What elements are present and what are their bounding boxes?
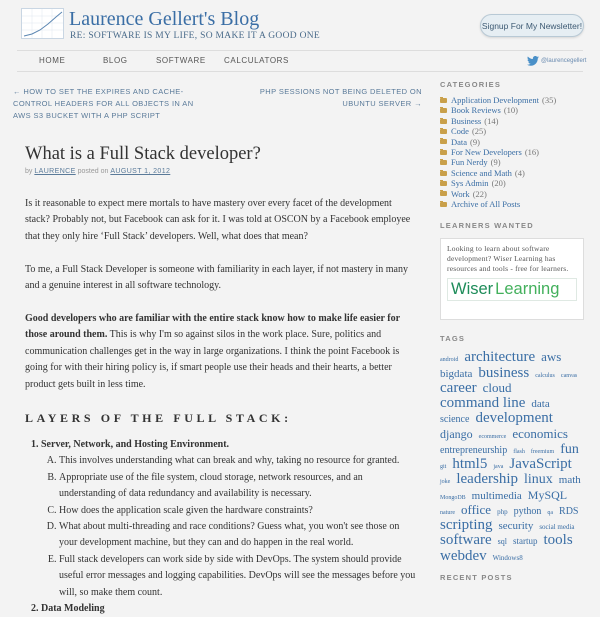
tag-link[interactable]: startup	[513, 536, 538, 547]
folder-icon	[440, 160, 447, 165]
category-count: (16)	[524, 147, 539, 158]
tag-link[interactable]: nature	[440, 509, 455, 516]
tag-link[interactable]: JavaScript	[509, 456, 572, 473]
tag-link[interactable]: multimedia	[471, 489, 522, 502]
recent-posts-heading: RECENT POSTS	[440, 572, 513, 582]
tag-link[interactable]: Windows8	[492, 553, 523, 562]
tag-link[interactable]: business	[478, 364, 530, 381]
category-item[interactable]	[440, 126, 590, 136]
category-count: (9)	[470, 136, 480, 147]
category-count: (20)	[491, 178, 506, 189]
tag-link[interactable]: security	[498, 520, 534, 533]
layer-title-data-modeling: Data Modeling	[41, 603, 105, 615]
post-content	[25, 196, 418, 617]
ad-text: Looking to learn about software development? Wiser Learning has resources and tools - free for learners.	[447, 244, 569, 274]
list-item	[41, 601, 418, 617]
paragraph-intro: Is it reasonable to expect mere mortals to have mastery over every facet of the development stack? Probably not, but Facebook can ask for it. I was told at OSCON by a Facebook employee that they only hire ‘Full Stack’ developers. Well, what does that mean?	[25, 198, 411, 242]
tag-link[interactable]: bigdata	[440, 367, 473, 380]
tag-link[interactable]: leadership	[456, 471, 518, 488]
tag-link[interactable]: linux	[523, 472, 553, 488]
tag-cloud	[440, 349, 586, 562]
tags-heading: TAGS	[440, 334, 466, 344]
tag-link[interactable]: git	[440, 464, 447, 471]
category-item[interactable]	[440, 105, 590, 115]
tag-link[interactable]: canvas	[560, 372, 578, 379]
server-sublist	[41, 453, 418, 601]
tag-link[interactable]: economics	[512, 425, 568, 441]
tag-link[interactable]: MySQL	[527, 487, 568, 502]
category-item[interactable]	[440, 137, 590, 147]
tag-link[interactable]: science	[440, 414, 470, 426]
folder-icon	[440, 139, 447, 144]
tag-link[interactable]: social media	[539, 523, 575, 532]
meta-posted-on: posted on	[77, 168, 109, 175]
wiser-learning-logo[interactable]	[447, 278, 577, 301]
tag-link[interactable]: html5	[452, 456, 488, 473]
tag-link[interactable]: architecture	[464, 349, 536, 366]
site-logo[interactable]	[21, 8, 64, 39]
tag-link[interactable]: java	[493, 464, 504, 471]
post-title[interactable]: What is a Full Stack developer?	[25, 144, 261, 164]
nav-calculators[interactable]: CALCULATORS	[224, 56, 289, 65]
logo-word-wiser: Wiser	[451, 280, 494, 299]
list-item	[41, 437, 418, 601]
folder-icon	[440, 119, 447, 124]
tag-link[interactable]: math	[558, 474, 581, 487]
site-title[interactable]: Laurence Gellert's Blog	[69, 8, 260, 30]
list-item: A. This involves understanding what can break and why, taking no resource for granted.	[59, 453, 418, 469]
category-item[interactable]	[440, 168, 590, 178]
twitter-handle: @laurencegellert	[541, 58, 587, 64]
category-item[interactable]	[440, 116, 590, 126]
category-item[interactable]	[440, 95, 590, 105]
tag-link[interactable]: software	[440, 532, 492, 549]
folder-icon	[440, 202, 447, 207]
list-item: D. What about multi-threading and race conditions? Guess what, you won't see those on your development machine, but they can and do happen in the real world.	[59, 519, 418, 552]
categories-heading: CATEGORIES	[440, 80, 502, 89]
tag-link[interactable]: ecommerce	[478, 433, 507, 440]
tag-link[interactable]: qa	[547, 509, 554, 516]
tag-link[interactable]: flash	[513, 448, 525, 455]
category-count: (9)	[490, 157, 501, 168]
newsletter-signup-button[interactable]: Signup For My Newsletter!	[480, 14, 584, 37]
category-count: (35)	[542, 95, 557, 105]
list-item: C. How does the application scale given the hardware constraints?	[59, 503, 418, 519]
category-item[interactable]	[440, 199, 590, 209]
tag-link[interactable]: aws	[541, 349, 562, 365]
folder-icon	[440, 181, 447, 186]
category-list	[440, 95, 590, 209]
folder-icon	[440, 171, 447, 176]
tag-link[interactable]: php	[497, 507, 508, 516]
category-item[interactable]	[440, 189, 590, 199]
category-name[interactable]: Work	[451, 188, 470, 199]
paragraph-emphasis: Good developers who are familiar with the entire stack know how to make life easier for those around them.	[25, 313, 400, 341]
folder-icon	[440, 98, 447, 103]
category-name[interactable]: Book Reviews	[451, 105, 501, 116]
category-count: (4)	[514, 167, 525, 178]
tag-link[interactable]: scripting	[440, 517, 493, 534]
tag-link[interactable]: webdev	[440, 547, 487, 564]
next-post-link[interactable]: PHP SESSIONS NOT BEING DELETED ON UBUNTU SERVER →	[259, 87, 422, 108]
logo-word-learning: Learning	[495, 280, 560, 299]
category-item[interactable]	[440, 157, 590, 167]
meta-by: by	[25, 168, 33, 175]
category-name[interactable]: Archive of All Posts	[451, 199, 521, 210]
twitter-bird-icon	[527, 56, 539, 66]
chart-logo-icon	[22, 9, 63, 38]
folder-icon	[440, 129, 447, 134]
category-name[interactable]: Code	[451, 126, 469, 137]
layer-title-server: Server, Network, and Hosting Environment.	[41, 438, 230, 450]
category-item[interactable]	[440, 178, 590, 188]
tag-link[interactable]: data	[531, 398, 550, 411]
site-description: RE: SOFTWARE IS MY LIFE, SO MAKE IT A GOOD ONE	[70, 31, 320, 41]
wiser-learning-ad[interactable]	[440, 238, 584, 320]
folder-icon	[440, 150, 447, 155]
sidebar	[440, 80, 590, 588]
tag-link[interactable]: tools	[543, 532, 573, 549]
folder-icon	[440, 108, 447, 113]
tag-link[interactable]: office	[461, 501, 492, 517]
previous-post-link[interactable]: ← HOW TO SET THE EXPIRES AND CACHE-CONTROL HEADERS FOR ALL OBJECTS IN AN AWS S3 BUCKET WITH A PHP SCRIPT	[13, 87, 194, 120]
tag-link[interactable]: python	[513, 505, 542, 517]
tag-link[interactable]: calculus	[535, 372, 555, 379]
tag-link[interactable]: RDS	[559, 505, 579, 517]
tag-link[interactable]: joke	[440, 479, 451, 486]
tag-link[interactable]: career	[440, 379, 477, 396]
tag-link[interactable]: django	[440, 426, 473, 441]
folder-icon	[440, 191, 447, 196]
category-count: (14)	[484, 115, 499, 126]
category-item[interactable]	[440, 147, 590, 157]
section-heading-layers: LAYERS OF THE FULL STACK:	[25, 410, 292, 425]
nav-home[interactable]: HOME	[39, 56, 66, 65]
category-count: (10)	[503, 105, 518, 116]
paragraph-definition: To me, a Full Stack Developer is someone with familiarity in each layer, if not mastery in many and a genuine interest in all software technology.	[25, 263, 408, 292]
nav-software[interactable]: SOFTWARE	[156, 56, 206, 65]
category-name[interactable]: Business	[451, 115, 482, 126]
list-item: E. Full stack developers can work side by side with DevOps. The system should provide useful error messages and logging capabilities. DevOps will see the messages before you will, so make them count.	[59, 552, 418, 601]
category-count: (22)	[472, 188, 487, 199]
tag-link[interactable]: entrepreneurship	[440, 444, 508, 456]
layers-list	[25, 437, 418, 617]
category-name[interactable]: Sys Admin	[451, 178, 489, 189]
tag-link[interactable]: android	[440, 357, 459, 364]
site-header	[0, 0, 600, 50]
tag-link[interactable]: development	[475, 410, 553, 427]
post-date-link[interactable]: AUGUST 1, 2012	[110, 168, 171, 175]
paragraph-good-developers	[25, 311, 418, 393]
category-name[interactable]: For New Developers	[451, 147, 522, 158]
category-name[interactable]: Data	[451, 136, 468, 147]
tag-link[interactable]: sql	[497, 537, 507, 547]
tag-link[interactable]: fun	[560, 441, 579, 457]
nav-blog[interactable]: BLOG	[103, 56, 128, 65]
main-nav	[17, 50, 587, 72]
category-name[interactable]: Fun Nerdy	[451, 157, 488, 168]
category-name[interactable]: Application Development	[451, 95, 540, 105]
list-item: B. Appropriate use of the file system, cloud storage, network resources, and an understanding of data redundancy and availability is necessary.	[59, 470, 418, 503]
paragraph-rest: This is why I'm so against silos in the work place. Sure, politics and communication challenges get in the way in large organizations. I think the point Facebook is going for with their hiring policy is, if smart people use their heads and their hearts, a better product gets built in less time.	[25, 329, 400, 390]
tag-link[interactable]: MongoDB	[440, 494, 466, 501]
twitter-link[interactable]	[527, 56, 586, 66]
category-count: (25)	[471, 126, 487, 137]
tag-link[interactable]: command line	[440, 395, 526, 412]
learners-heading: LEARNERS WANTED	[440, 221, 534, 231]
category-name[interactable]: Science and Math	[451, 167, 512, 178]
post-meta	[25, 168, 170, 175]
author-link[interactable]: LAURENCE	[34, 168, 76, 175]
tag-link[interactable]: cloud	[482, 379, 512, 395]
tag-link[interactable]: freemium	[530, 448, 555, 455]
